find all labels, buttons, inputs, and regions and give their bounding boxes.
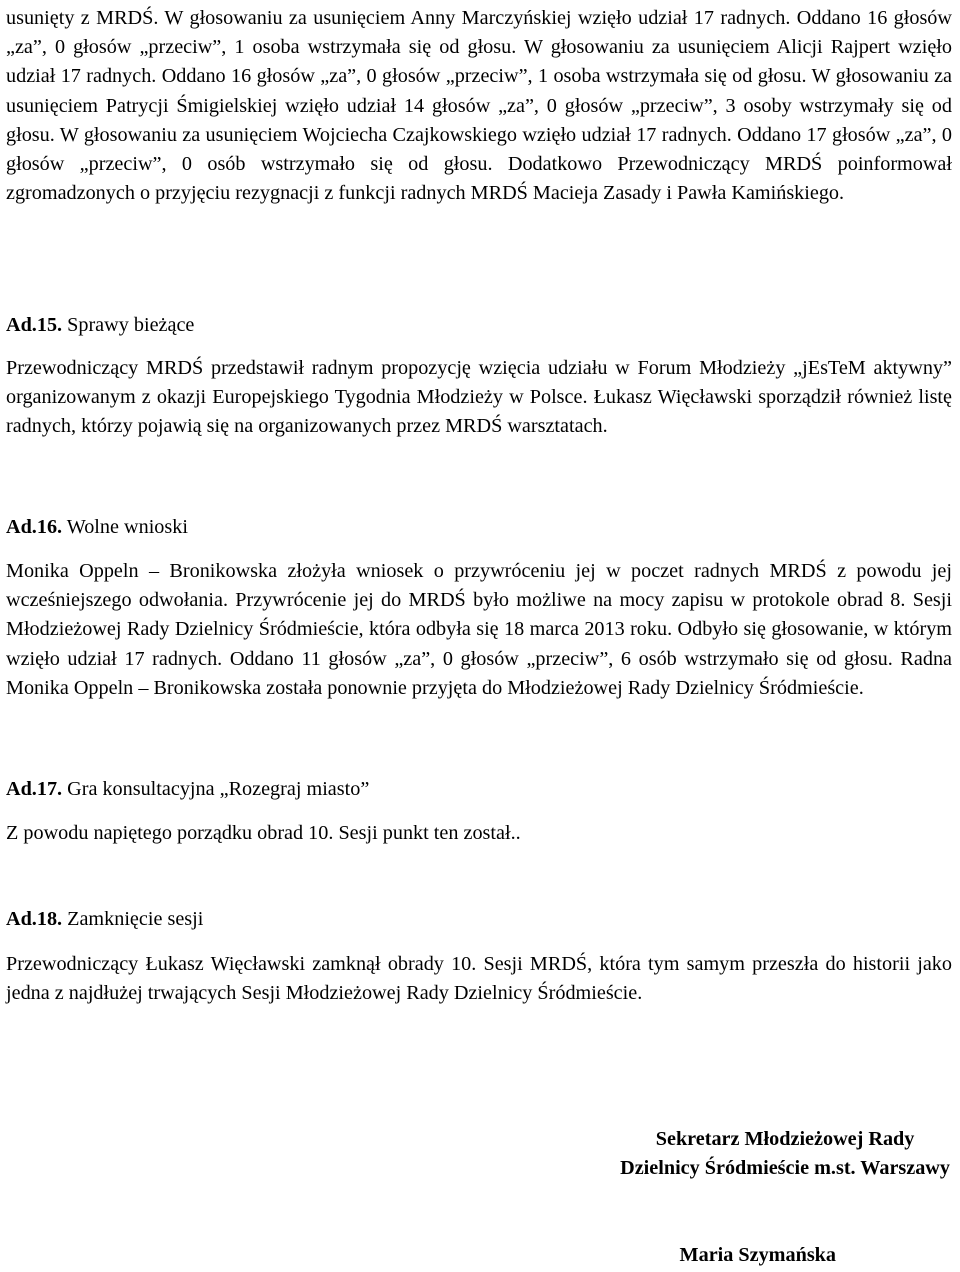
paragraph-ad16: Monika Oppeln – Bronikowska złożyła wniosek o przywróceniu jej w poczet radnych MRDŚ z powodu jej wcześniejszego odwołania. Przywrócenie jej do MRDŚ było możliwe na mocy zapisu w protokole obrad 8. Sesji Młodzieżowej Rady Dzielnicy Śródmieście, która odbyła się 18 marca 2013 roku. Odbyło się głosowanie, w którym wzięło udział 17 radnych. Oddano 11 głosów „za”, 0 głosów „przeciw”, 6 osób wstrzymało się od głosu. Radna Monika Oppeln – Bronikowska została ponownie przyjęta do Młodzieżowej Rady Dzielnicy Śródmieście. [6, 560, 952, 699]
section-heading-ad17 [6, 775, 369, 804]
signature-role [620, 1125, 950, 1183]
paragraph-ad17: Z powodu napiętego porządku obrad 10. Sesji punkt ten został.. [6, 822, 521, 844]
section-number: Ad.15. [6, 314, 63, 336]
section-number: Ad.16. [6, 516, 63, 538]
section-heading-ad16 [6, 513, 188, 542]
section-title: Zamknięcie sesji [67, 908, 204, 930]
section-title: Sprawy bieżące [67, 314, 195, 336]
paragraph-voting-results: usunięty z MRDŚ. W głosowaniu za usunięciem Anny Marczyńskiej wzięło udział 17 radnych. Oddano 16 głosów „za”, 0 głosów „przeciw”, 1 osoba wstrzymała się od głosu. W głosowaniu za usunięciem Alicji Rajpert wzięło udział 17 radnych. Oddano 16 głosów „za”, 0 głosów „przeciw”, 1 osoba wstrzymała się od głosu. W głosowaniu za usunięciem Patrycji Śmigielskiej wzięło udział 14 głosów „za”, 0 głosów „przeciw”, 3 osoby wstrzymały się od głosu. W głosowaniu za usunięciem Wojciecha Czajkowskiego wzięło udział 17 radnych. Oddano 17 głosów „za”, 0 głosów „przeciw”, 0 osób wstrzymało się od głosu. Dodatkowo Przewodniczący MRDŚ poinformował zgromadzonych o przyjęciu rezygnacji z funkcji radnych MRDŚ Macieja Zasady i Pawła Kamińskiego. [6, 7, 952, 205]
section-heading-ad18 [6, 905, 203, 934]
signature-role-line2: Dzielnicy Śródmieście m.st. Warszawy [620, 1157, 950, 1179]
section-number: Ad.17. [6, 778, 63, 800]
paragraph-ad18: Przewodniczący Łukasz Więcławski zamknął obrady 10. Sesji MRDŚ, która tym samym przeszła do historii jako jedna z najdłużej trwających Sesji Młodzieżowej Rady Dzielnicy Śródmieście. [6, 953, 952, 1005]
paragraph-ad15: Przewodniczący MRDŚ przedstawił radnym propozycję wzięcia udziału w Forum Młodzieży „jEsTeM aktywny” organizowanym z okazji Europejskiego Tygodnia Młodzieży w Polsce. Łukasz Więcławski sporządził również listę radnych, którzy pojawią się na organizowanych przez MRDŚ warsztatach. [6, 357, 952, 438]
section-title: Gra konsultacyjna „Rozegraj miasto” [67, 778, 370, 800]
signature-role-line1: Sekretarz Młodzieżowej Rady [655, 1128, 915, 1150]
section-heading-ad15 [6, 311, 194, 340]
signature-name: Maria Szymańska [679, 1244, 836, 1266]
section-title: Wolne wnioski [66, 516, 188, 538]
section-number: Ad.18. [6, 908, 63, 930]
